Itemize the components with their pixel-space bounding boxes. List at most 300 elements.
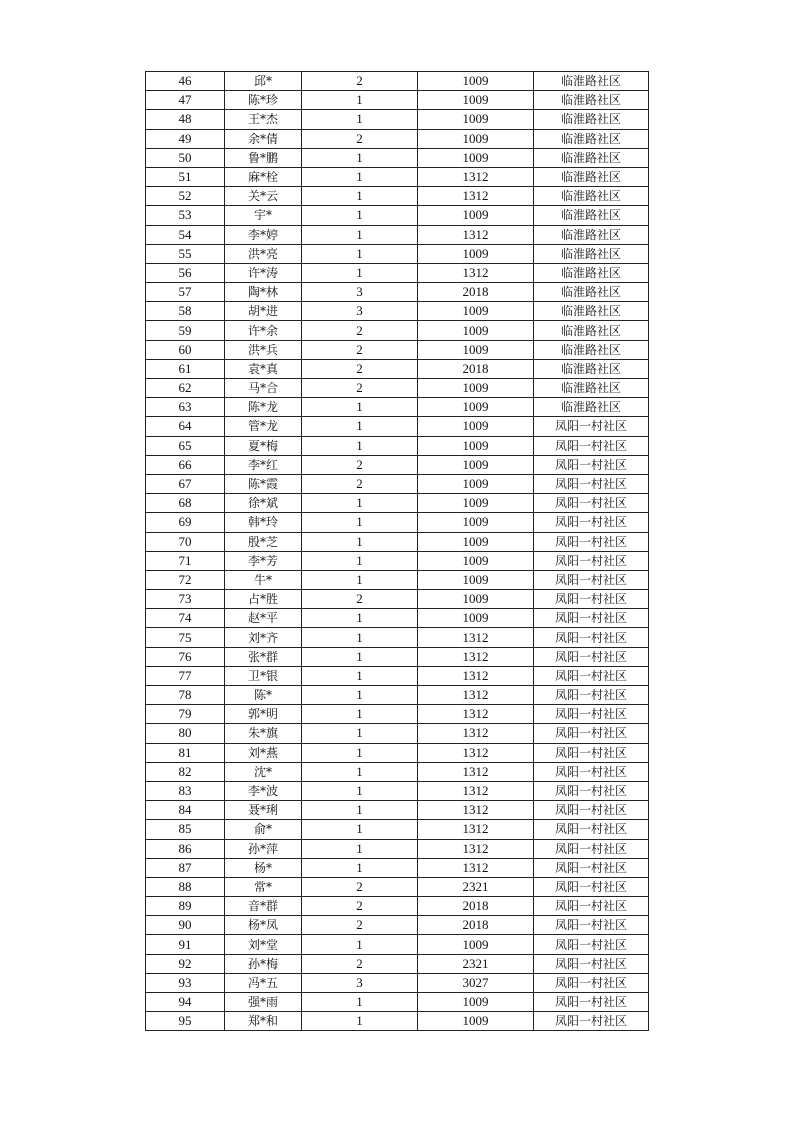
name-cell: 沈* [225, 762, 302, 781]
table-row [146, 916, 649, 935]
table-row [146, 705, 649, 724]
row-number-cell: 55 [146, 244, 225, 263]
household-size-cell: 1 [302, 532, 418, 551]
row-number-cell: 64 [146, 417, 225, 436]
row-number-cell: 48 [146, 110, 225, 129]
name-cell: 许*余 [225, 321, 302, 340]
community-cell: 凤阳一村社区 [534, 494, 649, 513]
community-cell: 凤阳一村社区 [534, 513, 649, 532]
table-row [146, 379, 649, 398]
community-cell: 临淮路社区 [534, 110, 649, 129]
row-number-cell: 52 [146, 187, 225, 206]
row-number-cell: 72 [146, 570, 225, 589]
row-number-cell: 67 [146, 474, 225, 493]
community-cell: 凤阳一村社区 [534, 551, 649, 570]
table-row [146, 494, 649, 513]
name-cell: 刘*齐 [225, 628, 302, 647]
table-row [146, 724, 649, 743]
name-cell: 刘*堂 [225, 935, 302, 954]
name-cell: 关*云 [225, 187, 302, 206]
community-cell: 凤阳一村社区 [534, 993, 649, 1012]
table-row [146, 110, 649, 129]
table-row [146, 263, 649, 282]
community-cell: 凤阳一村社区 [534, 954, 649, 973]
row-number-cell: 89 [146, 897, 225, 916]
name-cell: 郭*明 [225, 705, 302, 724]
amount-cell: 1312 [418, 839, 534, 858]
amount-cell: 1009 [418, 1012, 534, 1031]
community-cell: 临淮路社区 [534, 91, 649, 110]
table-row [146, 455, 649, 474]
community-cell: 凤阳一村社区 [534, 590, 649, 609]
community-cell: 临淮路社区 [534, 129, 649, 148]
household-size-cell: 2 [302, 916, 418, 935]
household-size-cell: 2 [302, 359, 418, 378]
roster-table [145, 71, 649, 1031]
amount-cell: 1312 [418, 263, 534, 282]
household-size-cell: 1 [302, 244, 418, 263]
household-size-cell: 1 [302, 781, 418, 800]
name-cell: 李*婷 [225, 225, 302, 244]
row-number-cell: 69 [146, 513, 225, 532]
household-size-cell: 1 [302, 705, 418, 724]
amount-cell: 1009 [418, 551, 534, 570]
name-cell: 赵*平 [225, 609, 302, 628]
amount-cell: 1009 [418, 206, 534, 225]
row-number-cell: 78 [146, 686, 225, 705]
table-row [146, 666, 649, 685]
amount-cell: 1009 [418, 129, 534, 148]
name-cell: 冯*五 [225, 973, 302, 992]
name-cell: 张*群 [225, 647, 302, 666]
household-size-cell: 1 [302, 110, 418, 129]
row-number-cell: 90 [146, 916, 225, 935]
household-size-cell: 1 [302, 91, 418, 110]
amount-cell: 1009 [418, 110, 534, 129]
amount-cell: 1009 [418, 935, 534, 954]
table-row [146, 801, 649, 820]
amount-cell: 1009 [418, 72, 534, 91]
community-cell: 临淮路社区 [534, 359, 649, 378]
table-row [146, 91, 649, 110]
row-number-cell: 66 [146, 455, 225, 474]
name-cell: 管*龙 [225, 417, 302, 436]
table-row [146, 340, 649, 359]
row-number-cell: 70 [146, 532, 225, 551]
community-cell: 临淮路社区 [534, 340, 649, 359]
name-cell: 余*倩 [225, 129, 302, 148]
amount-cell: 1009 [418, 474, 534, 493]
community-cell: 凤阳一村社区 [534, 762, 649, 781]
amount-cell: 1312 [418, 858, 534, 877]
row-number-cell: 86 [146, 839, 225, 858]
row-number-cell: 79 [146, 705, 225, 724]
table-row [146, 283, 649, 302]
community-cell: 临淮路社区 [534, 321, 649, 340]
community-cell: 凤阳一村社区 [534, 897, 649, 916]
row-number-cell: 82 [146, 762, 225, 781]
table-row [146, 417, 649, 436]
amount-cell: 3027 [418, 973, 534, 992]
row-number-cell: 84 [146, 801, 225, 820]
household-size-cell: 1 [302, 570, 418, 589]
row-number-cell: 58 [146, 302, 225, 321]
amount-cell: 1312 [418, 225, 534, 244]
name-cell: 袁*真 [225, 359, 302, 378]
table-row [146, 206, 649, 225]
community-cell: 凤阳一村社区 [534, 609, 649, 628]
name-cell: 洪*兵 [225, 340, 302, 359]
name-cell: 强*雨 [225, 993, 302, 1012]
row-number-cell: 92 [146, 954, 225, 973]
community-cell: 临淮路社区 [534, 167, 649, 186]
household-size-cell: 1 [302, 148, 418, 167]
row-number-cell: 46 [146, 72, 225, 91]
amount-cell: 1312 [418, 743, 534, 762]
amount-cell: 2018 [418, 916, 534, 935]
amount-cell: 1312 [418, 724, 534, 743]
household-size-cell: 1 [302, 820, 418, 839]
name-cell: 韩*玲 [225, 513, 302, 532]
table-row [146, 897, 649, 916]
row-number-cell: 73 [146, 590, 225, 609]
row-number-cell: 53 [146, 206, 225, 225]
table-row [146, 762, 649, 781]
household-size-cell: 2 [302, 877, 418, 896]
household-size-cell: 2 [302, 379, 418, 398]
community-cell: 凤阳一村社区 [534, 877, 649, 896]
household-size-cell: 1 [302, 263, 418, 282]
row-number-cell: 49 [146, 129, 225, 148]
amount-cell: 1312 [418, 666, 534, 685]
name-cell: 郑*和 [225, 1012, 302, 1031]
community-cell: 凤阳一村社区 [534, 916, 649, 935]
amount-cell: 1009 [418, 244, 534, 263]
household-size-cell: 1 [302, 609, 418, 628]
community-cell: 临淮路社区 [534, 148, 649, 167]
name-cell: 音*群 [225, 897, 302, 916]
household-size-cell: 1 [302, 686, 418, 705]
household-size-cell: 2 [302, 455, 418, 474]
amount-cell: 1312 [418, 187, 534, 206]
community-cell: 凤阳一村社区 [534, 666, 649, 685]
row-number-cell: 59 [146, 321, 225, 340]
name-cell: 卫*银 [225, 666, 302, 685]
row-number-cell: 80 [146, 724, 225, 743]
row-number-cell: 77 [146, 666, 225, 685]
table-row [146, 647, 649, 666]
amount-cell: 1009 [418, 91, 534, 110]
name-cell: 俞* [225, 820, 302, 839]
household-size-cell: 1 [302, 513, 418, 532]
name-cell: 李*波 [225, 781, 302, 800]
household-size-cell: 2 [302, 590, 418, 609]
household-size-cell: 1 [302, 436, 418, 455]
row-number-cell: 95 [146, 1012, 225, 1031]
row-number-cell: 94 [146, 993, 225, 1012]
household-size-cell: 1 [302, 187, 418, 206]
name-cell: 李*芳 [225, 551, 302, 570]
community-cell: 凤阳一村社区 [534, 647, 649, 666]
name-cell: 陈*霞 [225, 474, 302, 493]
row-number-cell: 63 [146, 398, 225, 417]
community-cell: 临淮路社区 [534, 398, 649, 417]
name-cell: 李*红 [225, 455, 302, 474]
community-cell: 临淮路社区 [534, 244, 649, 263]
amount-cell: 1009 [418, 590, 534, 609]
amount-cell: 1009 [418, 321, 534, 340]
table-row [146, 359, 649, 378]
name-cell: 陶*林 [225, 283, 302, 302]
amount-cell: 1312 [418, 647, 534, 666]
table-row [146, 225, 649, 244]
name-cell: 孙*梅 [225, 954, 302, 973]
name-cell: 刘*燕 [225, 743, 302, 762]
community-cell: 凤阳一村社区 [534, 935, 649, 954]
name-cell: 王*杰 [225, 110, 302, 129]
table-row [146, 302, 649, 321]
table-row [146, 72, 649, 91]
community-cell: 临淮路社区 [534, 72, 649, 91]
row-number-cell: 62 [146, 379, 225, 398]
amount-cell: 1009 [418, 417, 534, 436]
amount-cell: 2321 [418, 954, 534, 973]
name-cell: 邱* [225, 72, 302, 91]
name-cell: 牛* [225, 570, 302, 589]
amount-cell: 1312 [418, 705, 534, 724]
household-size-cell: 2 [302, 129, 418, 148]
table-row [146, 686, 649, 705]
community-cell: 临淮路社区 [534, 206, 649, 225]
household-size-cell: 2 [302, 321, 418, 340]
name-cell: 陈*龙 [225, 398, 302, 417]
row-number-cell: 91 [146, 935, 225, 954]
community-cell: 凤阳一村社区 [534, 686, 649, 705]
household-size-cell: 1 [302, 762, 418, 781]
row-number-cell: 60 [146, 340, 225, 359]
household-size-cell: 1 [302, 206, 418, 225]
table-row [146, 839, 649, 858]
row-number-cell: 54 [146, 225, 225, 244]
table-row [146, 436, 649, 455]
row-number-cell: 51 [146, 167, 225, 186]
amount-cell: 1009 [418, 302, 534, 321]
name-cell: 马*合 [225, 379, 302, 398]
household-size-cell: 1 [302, 1012, 418, 1031]
row-number-cell: 93 [146, 973, 225, 992]
table-row [146, 244, 649, 263]
table-row [146, 973, 649, 992]
row-number-cell: 75 [146, 628, 225, 647]
row-number-cell: 68 [146, 494, 225, 513]
table-row [146, 743, 649, 762]
amount-cell: 1312 [418, 628, 534, 647]
name-cell: 占*胜 [225, 590, 302, 609]
name-cell: 陈* [225, 686, 302, 705]
household-size-cell: 1 [302, 743, 418, 762]
amount-cell: 1009 [418, 436, 534, 455]
amount-cell: 1312 [418, 686, 534, 705]
community-cell: 凤阳一村社区 [534, 705, 649, 724]
community-cell: 凤阳一村社区 [534, 743, 649, 762]
household-size-cell: 2 [302, 340, 418, 359]
household-size-cell: 1 [302, 628, 418, 647]
row-number-cell: 74 [146, 609, 225, 628]
table-row [146, 954, 649, 973]
amount-cell: 2018 [418, 283, 534, 302]
table-row [146, 1012, 649, 1031]
name-cell: 杨* [225, 858, 302, 877]
row-number-cell: 85 [146, 820, 225, 839]
household-size-cell: 1 [302, 839, 418, 858]
table-row [146, 148, 649, 167]
community-cell: 凤阳一村社区 [534, 417, 649, 436]
community-cell: 凤阳一村社区 [534, 436, 649, 455]
name-cell: 鲁*鹏 [225, 148, 302, 167]
household-size-cell: 1 [302, 935, 418, 954]
table-row [146, 321, 649, 340]
household-size-cell: 2 [302, 954, 418, 973]
community-cell: 临淮路社区 [534, 302, 649, 321]
name-cell: 徐*斌 [225, 494, 302, 513]
name-cell: 殷*芝 [225, 532, 302, 551]
table-row [146, 187, 649, 206]
community-cell: 凤阳一村社区 [534, 628, 649, 647]
amount-cell: 1009 [418, 513, 534, 532]
table-row [146, 993, 649, 1012]
amount-cell: 1009 [418, 148, 534, 167]
community-cell: 凤阳一村社区 [534, 1012, 649, 1031]
household-size-cell: 1 [302, 494, 418, 513]
community-cell: 凤阳一村社区 [534, 724, 649, 743]
amount-cell: 2321 [418, 877, 534, 896]
household-size-cell: 2 [302, 897, 418, 916]
row-number-cell: 87 [146, 858, 225, 877]
household-size-cell: 1 [302, 666, 418, 685]
table-row [146, 167, 649, 186]
community-cell: 凤阳一村社区 [534, 570, 649, 589]
table-row [146, 551, 649, 570]
household-size-cell: 1 [302, 801, 418, 820]
table-row [146, 513, 649, 532]
row-number-cell: 47 [146, 91, 225, 110]
amount-cell: 1009 [418, 993, 534, 1012]
row-number-cell: 76 [146, 647, 225, 666]
community-cell: 凤阳一村社区 [534, 820, 649, 839]
community-cell: 凤阳一村社区 [534, 839, 649, 858]
community-cell: 凤阳一村社区 [534, 474, 649, 493]
amount-cell: 1312 [418, 820, 534, 839]
community-cell: 临淮路社区 [534, 225, 649, 244]
community-cell: 凤阳一村社区 [534, 455, 649, 474]
amount-cell: 2018 [418, 897, 534, 916]
roster-table-body [146, 72, 649, 1031]
name-cell: 陈*珍 [225, 91, 302, 110]
row-number-cell: 88 [146, 877, 225, 896]
table-row [146, 590, 649, 609]
amount-cell: 1009 [418, 340, 534, 359]
table-row [146, 628, 649, 647]
amount-cell: 1009 [418, 494, 534, 513]
amount-cell: 1312 [418, 167, 534, 186]
row-number-cell: 50 [146, 148, 225, 167]
table-row [146, 877, 649, 896]
community-cell: 凤阳一村社区 [534, 973, 649, 992]
amount-cell: 1312 [418, 801, 534, 820]
table-row [146, 935, 649, 954]
row-number-cell: 83 [146, 781, 225, 800]
amount-cell: 2018 [418, 359, 534, 378]
community-cell: 凤阳一村社区 [534, 781, 649, 800]
community-cell: 临淮路社区 [534, 263, 649, 282]
amount-cell: 1009 [418, 398, 534, 417]
table-row [146, 129, 649, 148]
name-cell: 麻*栓 [225, 167, 302, 186]
name-cell: 夏*梅 [225, 436, 302, 455]
household-size-cell: 3 [302, 973, 418, 992]
household-size-cell: 2 [302, 72, 418, 91]
name-cell: 常* [225, 877, 302, 896]
name-cell: 胡*进 [225, 302, 302, 321]
amount-cell: 1009 [418, 455, 534, 474]
household-size-cell: 2 [302, 474, 418, 493]
household-size-cell: 1 [302, 167, 418, 186]
name-cell: 孙*萍 [225, 839, 302, 858]
row-number-cell: 61 [146, 359, 225, 378]
amount-cell: 1009 [418, 570, 534, 589]
row-number-cell: 81 [146, 743, 225, 762]
amount-cell: 1312 [418, 762, 534, 781]
household-size-cell: 1 [302, 225, 418, 244]
name-cell: 朱*旗 [225, 724, 302, 743]
household-size-cell: 3 [302, 302, 418, 321]
name-cell: 杨*凤 [225, 916, 302, 935]
table-row [146, 609, 649, 628]
household-size-cell: 1 [302, 724, 418, 743]
amount-cell: 1009 [418, 379, 534, 398]
table-row [146, 570, 649, 589]
community-cell: 临淮路社区 [534, 187, 649, 206]
household-size-cell: 1 [302, 398, 418, 417]
amount-cell: 1009 [418, 609, 534, 628]
household-size-cell: 1 [302, 858, 418, 877]
amount-cell: 1009 [418, 532, 534, 551]
household-size-cell: 3 [302, 283, 418, 302]
table-row [146, 398, 649, 417]
amount-cell: 1312 [418, 781, 534, 800]
community-cell: 凤阳一村社区 [534, 532, 649, 551]
table-row [146, 820, 649, 839]
household-size-cell: 1 [302, 417, 418, 436]
name-cell: 许*涛 [225, 263, 302, 282]
table-row [146, 532, 649, 551]
community-cell: 临淮路社区 [534, 283, 649, 302]
name-cell: 洪*亮 [225, 244, 302, 263]
name-cell: 宇* [225, 206, 302, 225]
row-number-cell: 71 [146, 551, 225, 570]
household-size-cell: 1 [302, 647, 418, 666]
name-cell: 聂*琍 [225, 801, 302, 820]
row-number-cell: 65 [146, 436, 225, 455]
table-row [146, 474, 649, 493]
table-row [146, 781, 649, 800]
household-size-cell: 1 [302, 551, 418, 570]
community-cell: 临淮路社区 [534, 379, 649, 398]
household-size-cell: 1 [302, 993, 418, 1012]
row-number-cell: 56 [146, 263, 225, 282]
row-number-cell: 57 [146, 283, 225, 302]
community-cell: 凤阳一村社区 [534, 801, 649, 820]
